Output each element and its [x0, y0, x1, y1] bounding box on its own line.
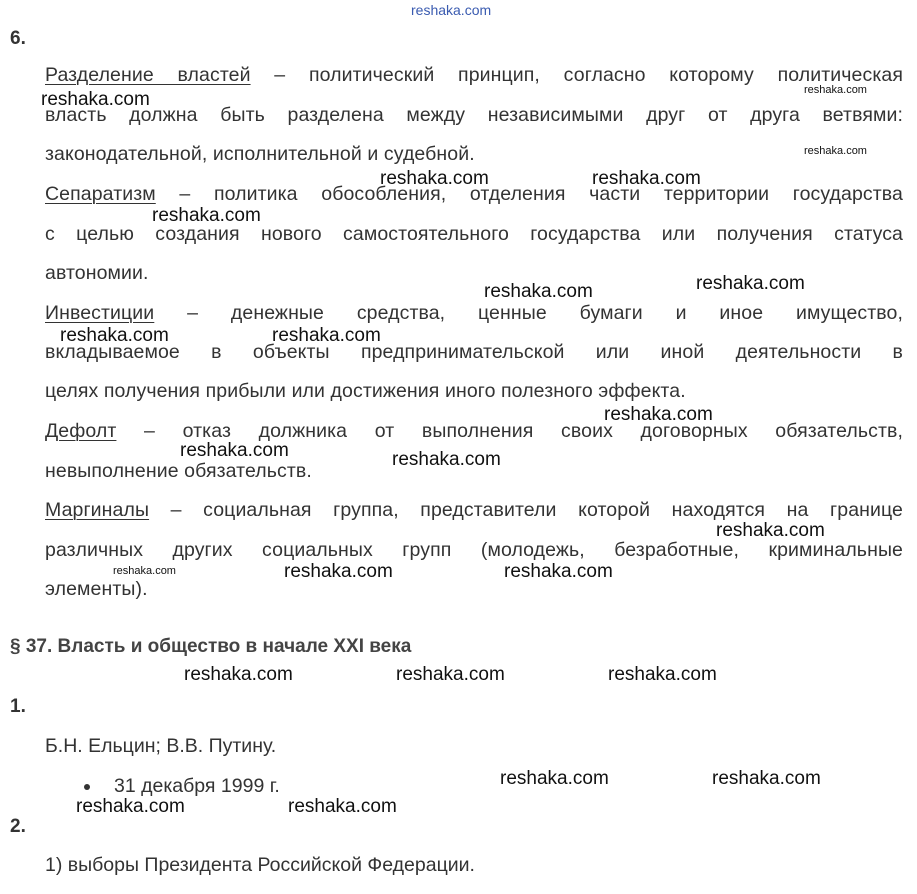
definition-line: целях получения прибыли или достижения иного полезного эффекта. — [45, 380, 686, 402]
term-separatism: Сепаратизм — [45, 183, 156, 205]
watermark: reshaka.com — [608, 664, 717, 685]
question-number-1: 1. — [10, 696, 26, 717]
term-separation-of-powers: Разделение властей — [45, 64, 251, 86]
watermark: reshaka.com — [41, 89, 150, 110]
section-heading: § 37. Власть и общество в начале XXI века — [10, 636, 412, 657]
bullet-icon — [84, 784, 90, 790]
definition-line: вкладываемое в объекты предпринимательской или иной деятельности в — [45, 341, 903, 363]
watermark: reshaka.com — [804, 84, 867, 96]
watermark: reshaka.com — [804, 145, 867, 157]
definition-marginals-line-1: Маргиналы – социальная группа, представители которой находятся на границе — [45, 499, 903, 521]
definition-line: автономии. — [45, 262, 149, 284]
watermark: reshaka.com — [272, 325, 381, 346]
answer-1: Б.Н. Ельцин; В.В. Путину. — [45, 735, 277, 757]
watermark: reshaka.com — [696, 273, 805, 294]
bullet-item: 31 декабря 1999 г. — [114, 775, 280, 797]
definition-separatism-line-1: Сепаратизм – политика обособления, отделения части территории государства — [45, 183, 903, 205]
watermark: reshaka.com — [500, 768, 609, 789]
watermark: reshaka.com — [380, 168, 489, 189]
term-marginals: Маргиналы — [45, 499, 150, 521]
watermark: reshaka.com — [604, 404, 713, 425]
watermark: reshaka.com — [113, 565, 176, 577]
watermark: reshaka.com — [484, 281, 593, 302]
watermark: reshaka.com — [76, 796, 185, 817]
definition-line: с целью создания нового самостоятельного государства или получения статуса — [45, 223, 903, 245]
watermark: reshaka.com — [396, 664, 505, 685]
watermark: reshaka.com — [284, 561, 393, 582]
definition-line: различных других социальных групп (молодежь, безработные, криминальные — [45, 539, 903, 561]
watermark: reshaka.com — [592, 168, 701, 189]
definition-line: законодательной, исполнительной и судебной. — [45, 143, 475, 165]
watermark-top: reshaka.com — [411, 2, 492, 18]
term-investments: Инвестиции — [45, 302, 155, 324]
watermark: reshaka.com — [716, 520, 825, 541]
watermark: reshaka.com — [288, 796, 397, 817]
watermark: reshaka.com — [184, 664, 293, 685]
watermark: reshaka.com — [60, 325, 169, 346]
watermark: reshaka.com — [712, 768, 821, 789]
question-number-2: 2. — [10, 816, 26, 837]
definition-investments-line-1: Инвестиции – денежные средства, ценные бумаги и иное имущество, — [45, 302, 903, 324]
definition-separation-of-powers-line-1: Разделение властей – политический принцип, согласно которому политическая — [45, 64, 903, 86]
definition-line: элементы). — [45, 578, 148, 600]
definition-line: невыполнение обязательств. — [45, 460, 312, 482]
watermark: reshaka.com — [152, 205, 261, 226]
watermark: reshaka.com — [392, 449, 501, 470]
question-number-6: 6. — [10, 28, 26, 49]
term-default: Дефолт — [45, 420, 117, 442]
watermark: reshaka.com — [180, 440, 289, 461]
definition-default-line-1: Дефолт – отказ должника от выполнения своих договорных обязательств, — [45, 420, 903, 442]
watermark: reshaka.com — [504, 561, 613, 582]
answer-2: 1) выборы Президента Российской Федерации. — [45, 854, 475, 876]
definition-line: власть должна быть разделена между независимыми друг от друга ветвями: — [45, 104, 903, 126]
